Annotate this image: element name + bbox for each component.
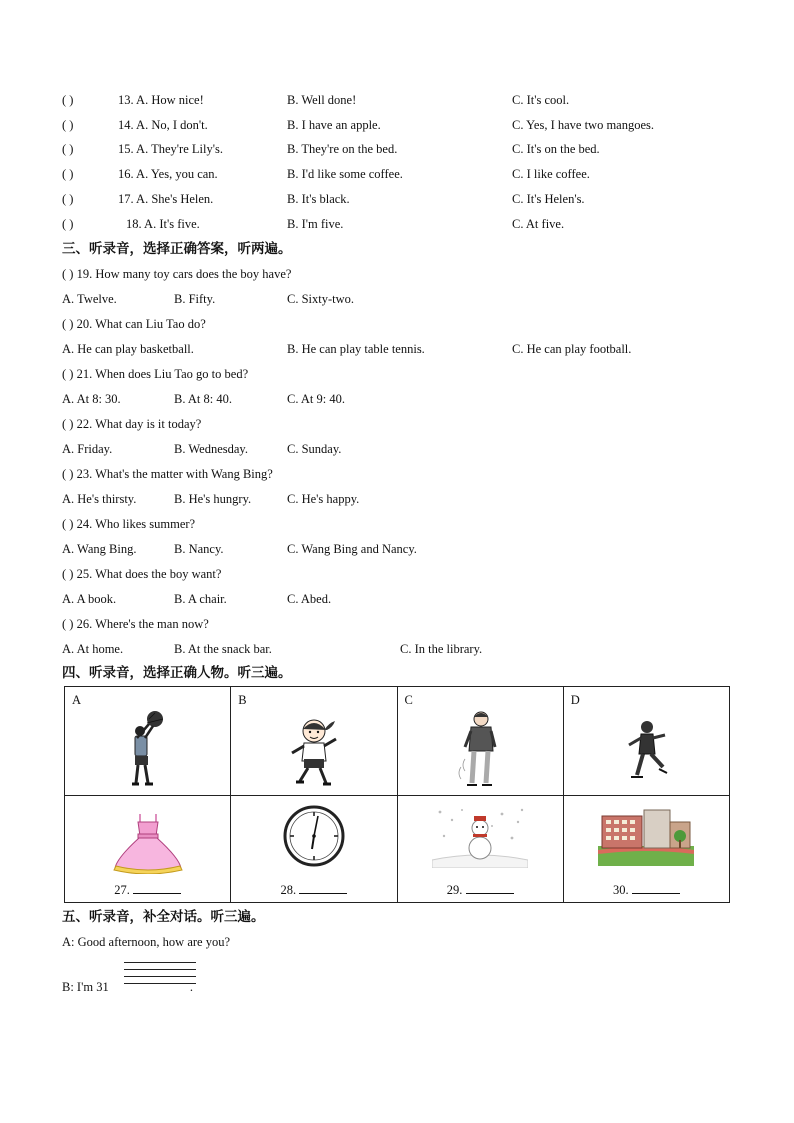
answer-paren: ( ) — [62, 417, 74, 431]
option-c: C. Wang Bing and Nancy. — [287, 542, 417, 556]
answer-paren: ( ) — [62, 567, 74, 581]
question-number: 16. A. Yes, you can. — [118, 167, 218, 181]
skating-man-icon — [455, 709, 505, 791]
option-b: B. I have an apple. — [287, 118, 381, 132]
option-c: C. He can play football. — [512, 342, 632, 356]
option-b: B. Nancy. — [174, 542, 224, 556]
cell-dress — [65, 796, 231, 903]
cell-c — [397, 687, 563, 796]
question-stem: ( ) 20. What can Liu Tao do? — [62, 317, 206, 331]
answer-paren: ( ) — [62, 217, 74, 231]
answer-paren: ( ) — [62, 467, 74, 481]
option-a: A. He's thirsty. — [62, 492, 137, 506]
option-c: C. It's Helen's. — [512, 192, 585, 206]
section-5-heading: 五、听录音，补全对话。听三遍。 — [62, 909, 265, 925]
question-stem: ( ) 22. What day is it today? — [62, 417, 202, 431]
cell-snowman — [397, 796, 563, 903]
option-c: C. It's cool. — [512, 93, 570, 107]
question-stem: ( ) 23. What's the matter with Wang Bing? — [62, 467, 273, 481]
question-number: 14. A. No, I don't. — [118, 118, 208, 132]
question-number: 13. A. How nice! — [118, 93, 204, 107]
option-c: C. It's on the bed. — [512, 142, 600, 156]
option-b: B. It's black. — [287, 192, 350, 206]
question-number: 17. A. She's Helen. — [118, 192, 214, 206]
option-b: B. I'd like some coffee. — [287, 167, 403, 181]
question-number: 15. A. They're Lily's. — [118, 142, 223, 156]
question-stem: ( ) 25. What does the boy want? — [62, 567, 222, 581]
answer-paren: ( ) — [62, 517, 74, 531]
option-c: C. Abed. — [287, 592, 332, 606]
basketball-boy-icon — [123, 709, 173, 791]
answer-blank[interactable] — [466, 882, 514, 894]
caption-27: 27. — [65, 882, 230, 898]
answer-blank[interactable] — [299, 882, 347, 894]
picture-match-table — [64, 686, 730, 903]
question-stem: ( ) 26. Where's the man now? — [62, 617, 209, 631]
option-a: A. Friday. — [62, 442, 113, 456]
answer-paren: ( ) — [62, 93, 74, 107]
question-stem: ( ) 21. When does Liu Tao go to bed? — [62, 367, 249, 381]
running-girl-icon — [286, 715, 342, 787]
snowman-icon — [432, 806, 528, 868]
option-a: A. At home. — [62, 642, 124, 656]
question-number: 18. A. It's five. — [126, 217, 200, 231]
option-a: A. A book. — [62, 592, 117, 606]
answer-paren: ( ) — [62, 142, 74, 156]
answer-paren: ( ) — [62, 267, 74, 281]
option-b: B. At the snack bar. — [174, 642, 272, 656]
option-c: C. At five. — [512, 217, 565, 231]
option-c: C. Yes, I have two mangoes. — [512, 118, 655, 132]
option-c: C. Sixty-two. — [287, 292, 355, 306]
option-c: C. At 9: 40. — [287, 392, 345, 406]
caption-29: 29. — [398, 882, 563, 898]
school-building-icon — [598, 808, 694, 866]
cell-school — [563, 796, 729, 903]
option-a: A. At 8: 30. — [62, 392, 121, 406]
option-letter: B — [238, 693, 247, 707]
answer-paren: ( ) — [62, 367, 74, 381]
option-b: B. I'm five. — [287, 217, 344, 231]
option-a: A. He can play basketball. — [62, 342, 194, 356]
answer-paren: ( ) — [62, 118, 74, 132]
option-c: C. In the library. — [400, 642, 483, 656]
option-b: B. At 8: 40. — [174, 392, 232, 406]
option-c: C. He's happy. — [287, 492, 360, 506]
option-b: B. Well done! — [287, 93, 357, 107]
question-stem: ( ) 19. How many toy cars does the boy have? — [62, 267, 292, 281]
option-b: B. Wednesday. — [174, 442, 248, 456]
option-b: B. He's hungry. — [174, 492, 252, 506]
answer-blank[interactable] — [632, 882, 680, 894]
answer-blank[interactable] — [133, 882, 181, 894]
dialogue-line-b: B: I'm 31 . — [62, 980, 193, 994]
option-letter: A — [72, 693, 82, 707]
section-4-heading: 四、听录音，选择正确人物。听三遍。 — [62, 665, 292, 681]
option-c: C. I like coffee. — [512, 167, 590, 181]
caption-28: 28. — [231, 882, 396, 898]
option-letter: D — [570, 693, 580, 707]
cell-b — [231, 687, 397, 796]
dialogue-line-a: A: Good afternoon, how are you? — [62, 935, 231, 949]
section-3-heading: 三、听录音，选择正确答案，听两遍。 — [62, 241, 292, 257]
option-letter: C — [404, 693, 413, 707]
option-a: A. Twelve. — [62, 292, 117, 306]
option-c: C. Sunday. — [287, 442, 342, 456]
dress-icon — [112, 812, 184, 874]
answer-paren: ( ) — [62, 192, 74, 206]
answer-paren: ( ) — [62, 167, 74, 181]
clock-icon — [282, 804, 346, 868]
option-b: B. A chair. — [174, 592, 227, 606]
cell-d — [563, 687, 729, 796]
caption-30: 30. — [564, 882, 729, 898]
option-a: A. Wang Bing. — [62, 542, 137, 556]
option-b: B. Fifty. — [174, 292, 216, 306]
answer-paren: ( ) — [62, 317, 74, 331]
answer-paren: ( ) — [62, 617, 74, 631]
cell-a — [65, 687, 231, 796]
option-b: B. They're on the bed. — [287, 142, 398, 156]
cell-clock — [231, 796, 397, 903]
option-b: B. He can play table tennis. — [287, 342, 425, 356]
ice-skater-icon — [621, 717, 671, 787]
question-stem: ( ) 24. Who likes summer? — [62, 517, 196, 531]
